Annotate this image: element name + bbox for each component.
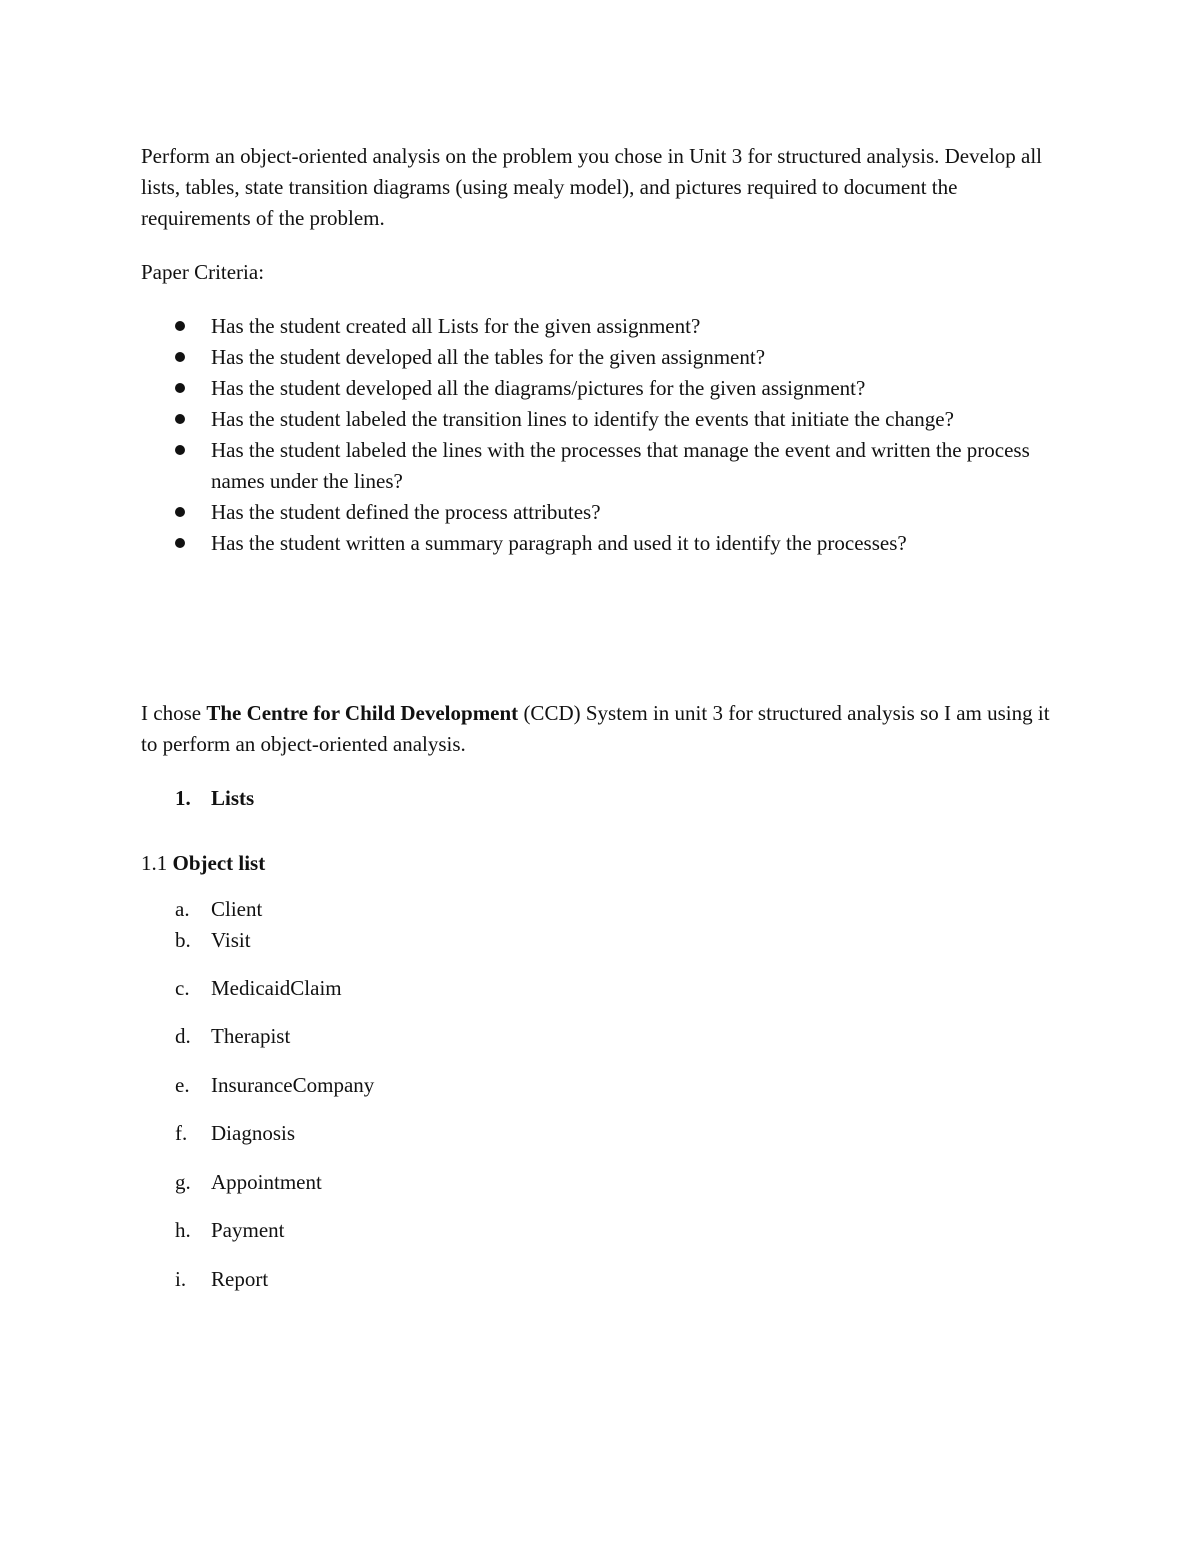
object-name: InsuranceCompany	[211, 1073, 375, 1097]
object-letter: i.	[175, 1267, 187, 1291]
bullet-icon	[175, 414, 185, 424]
object-letter: g.	[175, 1170, 191, 1194]
object-list-item	[141, 1167, 741, 1198]
chosen-prefix: I chose	[141, 701, 207, 725]
object-name: Therapist	[211, 1024, 291, 1048]
object-name: Visit	[211, 928, 251, 952]
criteria-label: Paper Criteria:	[141, 260, 265, 284]
criteria-item	[141, 373, 1071, 404]
criteria-item	[141, 404, 1071, 435]
chosen-system-name: The Centre for Child Development	[206, 701, 519, 725]
object-letter: f.	[175, 1121, 188, 1145]
object-letter: h.	[175, 1218, 191, 1242]
intro-paragraph: Perform an object-oriented analysis on the problem you chose in Unit 3 for structured analysis. Develop all lists, tables, state transition diagrams (using mealy model), and pictures required to document the requirements of the problem.	[141, 144, 1043, 230]
object-letter: d.	[175, 1024, 191, 1048]
bullet-icon	[175, 507, 185, 517]
bullet-icon	[175, 538, 185, 548]
object-letter: b.	[175, 928, 191, 952]
criteria-item-text: Has the student labeled the transition lines to identify the events that initiate the change?	[211, 407, 954, 431]
object-list-item	[141, 1021, 741, 1052]
criteria-item-text: Has the student defined the process attributes?	[211, 500, 601, 524]
subsection-number: 1.1	[141, 851, 173, 875]
section-number: 1.	[175, 786, 191, 810]
criteria-item-text: Has the student developed all the tables for the given assignment?	[211, 345, 766, 369]
object-list-item	[141, 973, 741, 1004]
criteria-item-text: Has the student written a summary paragraph and used it to identify the processes?	[211, 531, 907, 555]
object-letter: e.	[175, 1073, 190, 1097]
bullet-icon	[175, 383, 185, 393]
criteria-item	[141, 497, 1071, 528]
criteria-item-text: Has the student developed all the diagrams/pictures for the given assignment?	[211, 376, 866, 400]
object-list-item	[141, 1264, 741, 1295]
object-letter: a.	[175, 897, 190, 921]
chosen-system-paragraph	[141, 698, 1071, 760]
chosen-suffix: (CCD) System in unit 3 for structured analysis so I am using it to perform an object-oriented analysis.	[141, 701, 1050, 756]
object-list-item	[141, 1118, 741, 1149]
criteria-item	[141, 528, 1071, 559]
object-name: MedicaidClaim	[211, 976, 342, 1000]
criteria-item-text: Has the student labeled the lines with the processes that manage the event and written the process names under the lines?	[211, 438, 1030, 493]
criteria-item	[141, 435, 1071, 497]
criteria-item	[141, 342, 1071, 373]
object-list-item	[141, 894, 741, 925]
object-list-item	[141, 925, 741, 956]
object-name: Client	[211, 897, 263, 921]
subsection-title: Object list	[172, 851, 266, 875]
criteria-item-text: Has the student created all Lists for the given assignment?	[211, 314, 701, 338]
bullet-icon	[175, 321, 185, 331]
criteria-list	[141, 311, 1071, 559]
subsection-heading	[141, 848, 265, 879]
object-list-item	[141, 1070, 741, 1101]
bullet-icon	[175, 352, 185, 362]
object-list-item	[141, 1215, 741, 1246]
object-letter: c.	[175, 976, 190, 1000]
object-name: Payment	[211, 1218, 285, 1242]
object-name: Report	[211, 1267, 269, 1291]
object-name: Appointment	[211, 1170, 322, 1194]
bullet-icon	[175, 445, 185, 455]
section-title: Lists	[211, 786, 255, 810]
criteria-item	[141, 311, 1071, 342]
object-name: Diagnosis	[211, 1121, 295, 1145]
